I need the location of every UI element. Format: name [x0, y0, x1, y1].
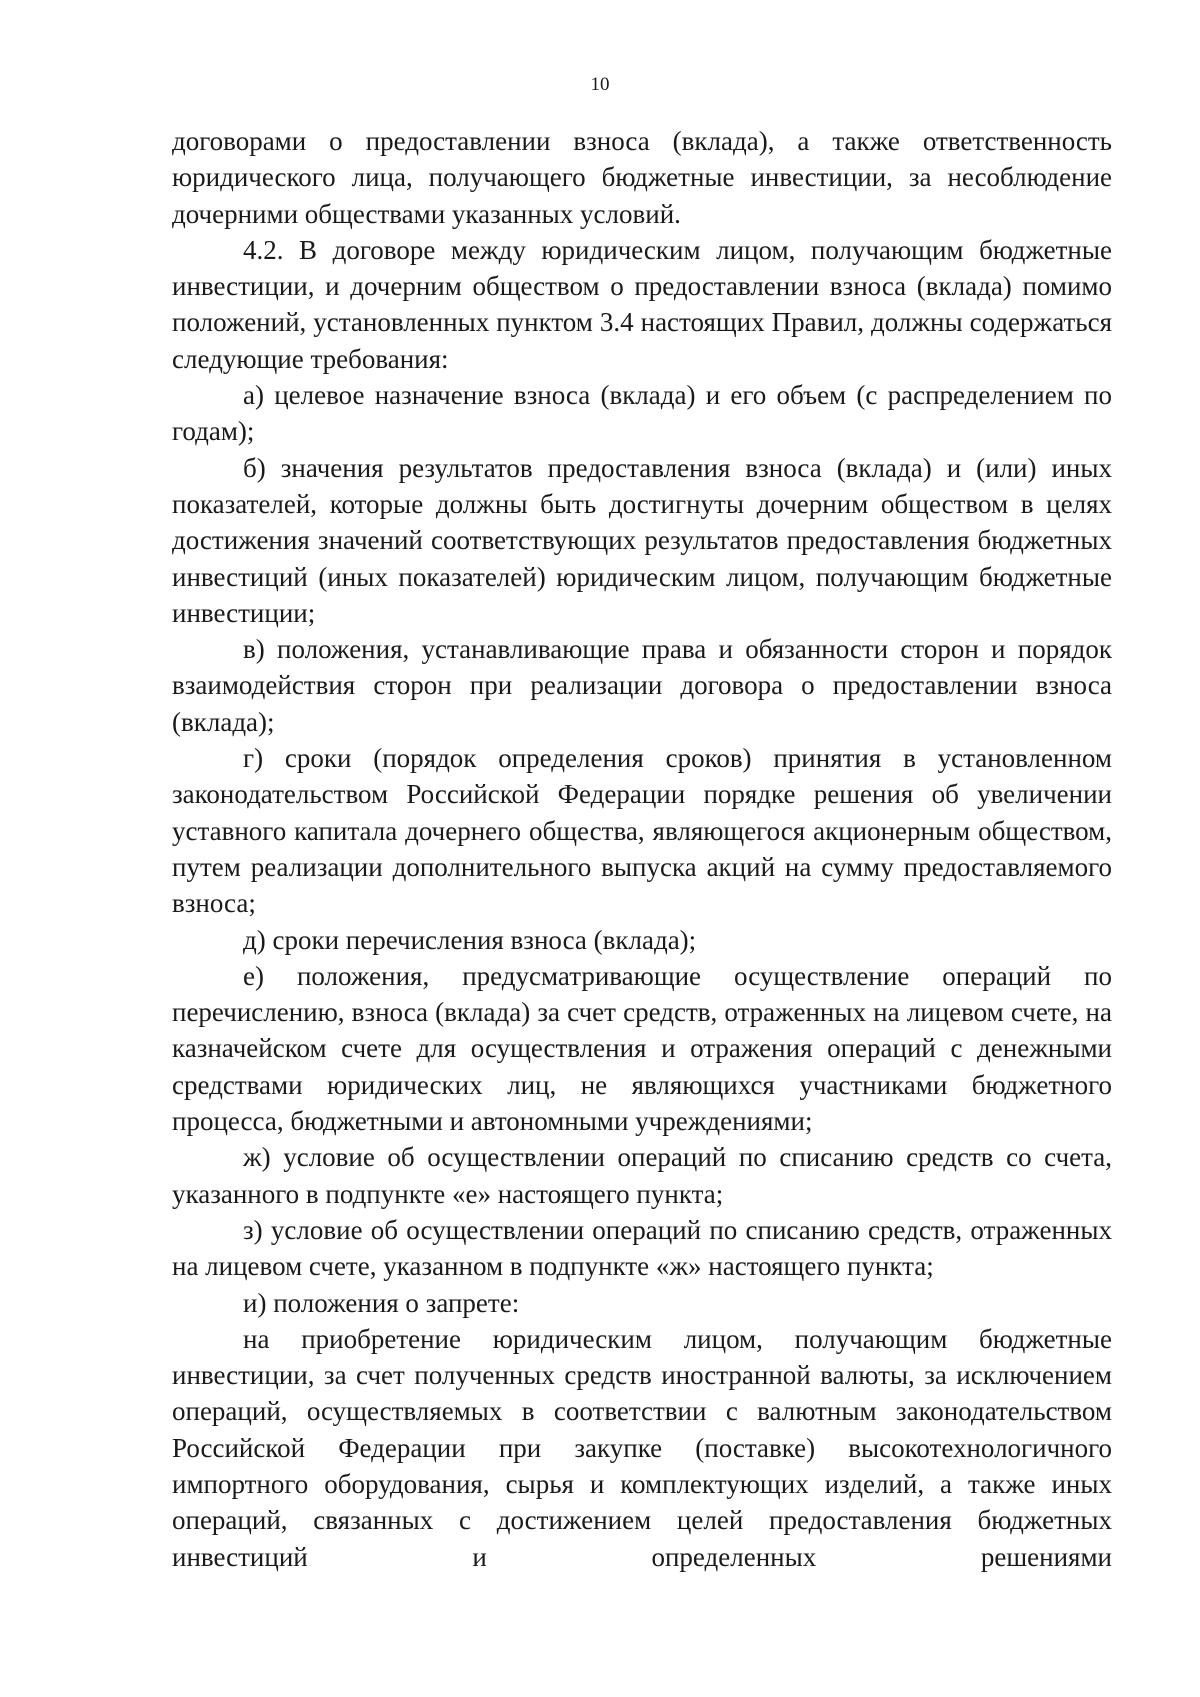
document-body — [172, 123, 1112, 1575]
paragraph-item-v: в) положения, устанавливающие права и обязанности сторон и порядок взаимодействия сторон при реализации договора о предоставлении взноса (вклада); — [172, 634, 1112, 737]
paragraph-prohibition: на приобретение юридическим лицом, получающим бюджетные инвестиции, за счет полученных средств иностранной валюты, за исключением операций, осуществляемых в соответствии с валютным законодательством Российской Федерации при закупке (поставке) высокотехнологичного импортного оборудования, сырья и комплектующих изделий, а также иных операций, связанных с достижением целей предоставления бюджетных инвестиций и определенных решениями — [172, 1323, 1112, 1572]
paragraph-4-2: 4.2. В договоре между юридическим лицом, получающим бюджетные инвестиции, и дочерним обществом о предоставлении взноса (вклада) помимо положений, установленных пунктом 3.4 настоящих Правил, должны содержаться следующие требования: — [172, 234, 1112, 374]
paragraph-item-zh: ж) условие об осуществлении операций по списанию средств со счета, указанного в подпункте «е» настоящего пункта; — [172, 1142, 1112, 1209]
paragraph-item-d: д) сроки перечисления взноса (вклада); — [243, 924, 697, 955]
paragraph-item-i: и) положения о запрете: — [243, 1287, 520, 1318]
paragraph-item-e: е) положения, предусматривающие осуществление операций по перечислению, взноса (вклада) за счет средств, отраженных на лицевом счете, на казначейском счете для осуществления и отражения операций с денежными средствами юридических лиц, не являющихся участниками бюджетного процесса, бюджетными и автономными учреждениями; — [172, 960, 1112, 1137]
paragraph-item-g: г) сроки (порядок определения сроков) принятия в установленном законодательством Российской Федерации порядке решения об увеличении уставного капитала дочернего общества, являющегося акционерным обществом, путем реализации дополнительного выпуска акций на сумму предоставляемого взноса; — [172, 743, 1112, 919]
paragraph-item-a: а) целевое назначение взноса (вклада) и его объем (с распределением по годам); — [172, 380, 1112, 447]
paragraph-item-b: б) значения результатов предоставления взноса (вклада) и (или) иных показателей, которые должны быть достигнуты дочерним обществом в целях достижения значений соответствующих результатов предоставления бюджетных инвестиций (иных показателей) юридическим лицом, получающим бюджетные инвестиции; — [172, 452, 1112, 628]
paragraph-item-z: з) условие об осуществлении операций по списанию средств, отраженных на лицевом счете, указанном в подпункте «ж» настоящего пункта; — [172, 1214, 1112, 1282]
page-number: 10 — [590, 74, 610, 95]
paragraph-continuation: договорами о предоставлении взноса (вклада), а также ответственность юридического лица, получающего бюджетные инвестиции, за несоблюдение дочерними обществами указанных условий. — [172, 126, 1112, 229]
